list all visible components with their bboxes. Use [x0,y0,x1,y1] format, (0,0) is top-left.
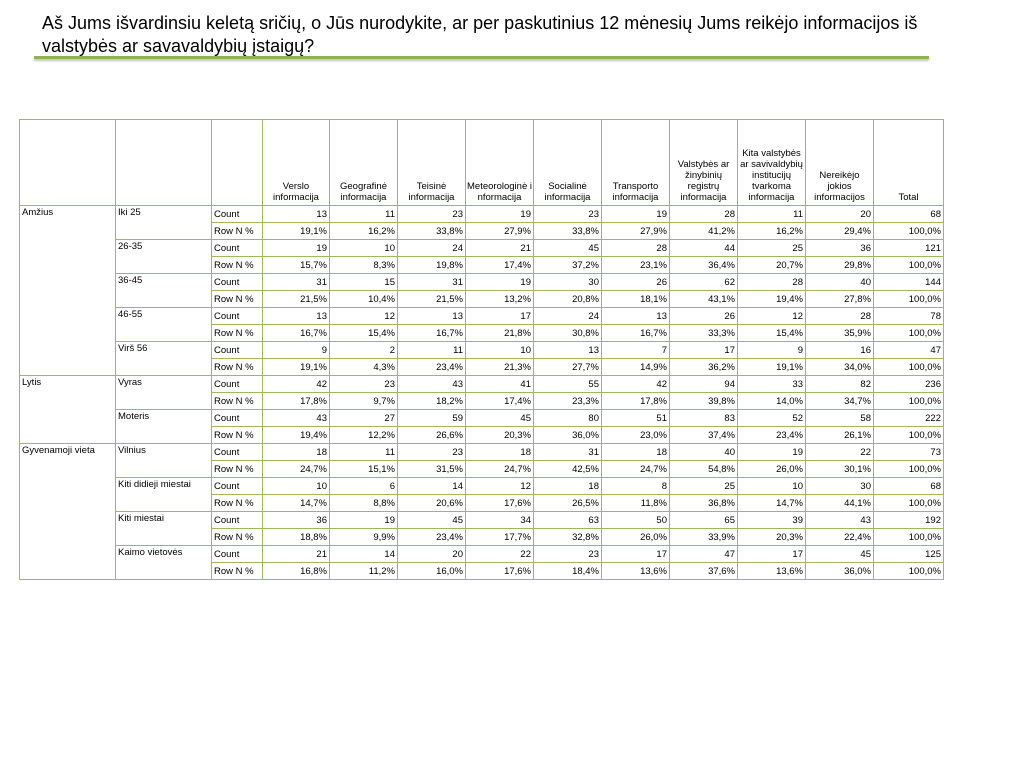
table-row [20,274,944,291]
stat-label: Row N % [212,563,263,580]
table-cell: 16,7% [263,325,330,342]
table-cell: 100,0% [874,257,944,274]
table-cell: 17,6% [466,563,534,580]
table-cell: 23 [398,206,466,223]
table-cell: 44,1% [806,495,874,512]
table-cell: 78 [874,308,944,325]
table-cell: 63 [534,512,602,529]
table-cell: 27,7% [534,359,602,376]
table-cell: 23,4% [398,359,466,376]
header-row [20,120,944,206]
stat-label: Count [212,274,263,291]
table-cell: 37,6% [670,563,738,580]
column-header: Geografinė informacija [330,120,398,206]
table-cell: 15,7% [263,257,330,274]
table-cell: 11 [738,206,806,223]
table-cell: 30 [806,478,874,495]
table-cell: 19 [330,512,398,529]
table-cell: 29,8% [806,257,874,274]
table-cell: 14,7% [263,495,330,512]
table-cell: 20,3% [466,427,534,444]
column-header: Verslo informacija [263,120,330,206]
table-cell: 34,7% [806,393,874,410]
table-cell: 23,1% [602,257,670,274]
table-cell: 16,7% [398,325,466,342]
table-cell: 2 [330,342,398,359]
table-cell: 28 [602,240,670,257]
table-cell: 83 [670,410,738,427]
table-cell: 13 [263,206,330,223]
table-cell: 17,4% [466,393,534,410]
table-cell: 11 [398,342,466,359]
table-cell: 18 [466,444,534,461]
table-cell: 33,3% [670,325,738,342]
table-cell: 16,2% [738,223,806,240]
table-cell: 15,4% [330,325,398,342]
column-header: Total [874,120,944,206]
table-cell: 100,0% [874,291,944,308]
table-cell: 9,7% [330,393,398,410]
table-row [20,410,944,427]
table-cell: 19 [466,274,534,291]
table-cell: 36 [263,512,330,529]
table-cell: 40 [806,274,874,291]
table-cell: 7 [602,342,670,359]
table-cell: 19 [263,240,330,257]
table-cell: 27 [330,410,398,427]
table-cell: 17,8% [602,393,670,410]
table-cell: 33,8% [534,223,602,240]
table-row [20,546,944,563]
table-row [20,444,944,461]
table-cell: 6 [330,478,398,495]
table-cell: 21 [466,240,534,257]
table-cell: 17 [602,546,670,563]
table-cell: 100,0% [874,359,944,376]
table-cell: 24 [534,308,602,325]
table-cell: 10 [263,478,330,495]
table-cell: 17,6% [466,495,534,512]
table-cell: 16,0% [398,563,466,580]
table-cell: 22 [466,546,534,563]
table-cell: 45 [534,240,602,257]
table-cell: 30 [534,274,602,291]
table-cell: 17 [466,308,534,325]
table-cell: 62 [670,274,738,291]
table-cell: 23 [330,376,398,393]
table-cell: 19 [602,206,670,223]
table-cell: 16,8% [263,563,330,580]
table-cell: 73 [874,444,944,461]
table-cell: 47 [670,546,738,563]
table-cell: 31 [263,274,330,291]
table-cell: 36,8% [670,495,738,512]
table-cell: 30,1% [806,461,874,478]
header-blank-subgroup [116,120,212,206]
table-cell: 10 [330,240,398,257]
table-cell: 13 [534,342,602,359]
stat-label: Row N % [212,529,263,546]
table-cell: 43,1% [670,291,738,308]
table-cell: 35,9% [806,325,874,342]
table-cell: 28 [738,274,806,291]
table-cell: 36 [806,240,874,257]
table-cell: 14,9% [602,359,670,376]
table-body [20,206,944,580]
table-cell: 26,0% [602,529,670,546]
table-cell: 82 [806,376,874,393]
table-cell: 100,0% [874,461,944,478]
table-cell: 27,8% [806,291,874,308]
subgroup-label: Kiti didieji miestai [116,478,212,512]
table-cell: 14,0% [738,393,806,410]
table-cell: 26,6% [398,427,466,444]
subgroup-label: 26-35 [116,240,212,274]
page-title: Aš Jums išvardinsiu keletą sričių, o Jūs nurodykite, ar per paskutinius 12 mėnesių Jums reikėjo informacijos iš valstybės ar savavaldybių įstaigų? [42,13,918,56]
table-cell: 121 [874,240,944,257]
table-cell: 18,1% [602,291,670,308]
table-cell: 18,2% [398,393,466,410]
table-cell: 19,4% [263,427,330,444]
table-cell: 16 [806,342,874,359]
table-cell: 68 [874,206,944,223]
stat-label: Row N % [212,257,263,274]
table-cell: 45 [398,512,466,529]
table-cell: 100,0% [874,427,944,444]
table-cell: 44 [670,240,738,257]
table-cell: 18 [263,444,330,461]
subgroup-label: 36-45 [116,274,212,308]
table-cell: 11,2% [330,563,398,580]
table-cell: 17,7% [466,529,534,546]
stat-label: Row N % [212,427,263,444]
table-cell: 18 [602,444,670,461]
table-cell: 236 [874,376,944,393]
table-cell: 34,0% [806,359,874,376]
table-cell: 45 [806,546,874,563]
table-cell: 9 [738,342,806,359]
table-row [20,512,944,529]
table-cell: 8,3% [330,257,398,274]
table-cell: 31 [534,444,602,461]
table-cell: 37,2% [534,257,602,274]
table-cell: 19,8% [398,257,466,274]
stat-label: Count [212,206,263,223]
crosstab-table [19,119,944,580]
stat-label: Row N % [212,291,263,308]
table-cell: 192 [874,512,944,529]
table-cell: 54,8% [670,461,738,478]
table-cell: 19,1% [263,359,330,376]
table-cell: 47 [874,342,944,359]
table-cell: 15,4% [738,325,806,342]
table-cell: 25 [738,240,806,257]
table-cell: 12 [738,308,806,325]
table-cell: 59 [398,410,466,427]
stat-label: Row N % [212,325,263,342]
table-cell: 52 [738,410,806,427]
table-cell: 43 [263,410,330,427]
table-cell: 23,4% [398,529,466,546]
table-row [20,478,944,495]
table-cell: 23,0% [602,427,670,444]
table-cell: 15,1% [330,461,398,478]
table-cell: 65 [670,512,738,529]
table-cell: 20,7% [738,257,806,274]
table-cell: 51 [602,410,670,427]
header-blank-group [20,120,116,206]
group-label: Lytis [20,376,116,444]
table-cell: 43 [806,512,874,529]
table-cell: 24,7% [602,461,670,478]
table-cell: 23 [398,444,466,461]
table-cell: 24,7% [466,461,534,478]
table-cell: 222 [874,410,944,427]
table-cell: 50 [602,512,670,529]
table-cell: 23 [534,206,602,223]
stat-label: Row N % [212,359,263,376]
group-label: Gyvenamoji vieta [20,444,116,580]
table-cell: 27,9% [466,223,534,240]
table-cell: 12 [466,478,534,495]
table-cell: 13,6% [602,563,670,580]
column-header: Meteorologinė informacija [466,120,534,206]
table-cell: 125 [874,546,944,563]
table-cell: 14,7% [738,495,806,512]
subgroup-label: Virš 56 [116,342,212,376]
table-cell: 58 [806,410,874,427]
table-cell: 23 [534,546,602,563]
column-header: Socialinė informacija [534,120,602,206]
table-cell: 100,0% [874,529,944,546]
table-cell: 26,1% [806,427,874,444]
table-cell: 19,1% [738,359,806,376]
table-cell: 21,5% [398,291,466,308]
table-cell: 25 [670,478,738,495]
table-cell: 9,9% [330,529,398,546]
subgroup-label: Moteris [116,410,212,444]
table-row [20,206,944,223]
stat-label: Count [212,478,263,495]
table-cell: 27,9% [602,223,670,240]
stat-label: Row N % [212,393,263,410]
table-cell: 34 [466,512,534,529]
table-cell: 17 [670,342,738,359]
table-cell: 21,3% [466,359,534,376]
table-cell: 39 [738,512,806,529]
table-cell: 9 [263,342,330,359]
stat-label: Count [212,376,263,393]
table-cell: 55 [534,376,602,393]
table-cell: 100,0% [874,563,944,580]
table-cell: 10,4% [330,291,398,308]
table-row [20,240,944,257]
stat-label: Count [212,444,263,461]
table-cell: 21,5% [263,291,330,308]
table-cell: 94 [670,376,738,393]
column-header: Kita valstybės ar savivaldybių institucijų tvarkoma informacija [738,120,806,206]
table-cell: 39,8% [670,393,738,410]
table-cell: 19 [738,444,806,461]
table-cell: 45 [466,410,534,427]
table-cell: 26 [670,308,738,325]
table-cell: 24,7% [263,461,330,478]
table-cell: 41,2% [670,223,738,240]
table-cell: 100,0% [874,223,944,240]
table-cell: 100,0% [874,495,944,512]
table-cell: 21 [263,546,330,563]
table-cell: 13 [263,308,330,325]
table-cell: 23,4% [738,427,806,444]
stat-label: Row N % [212,495,263,512]
table-cell: 13 [398,308,466,325]
table-cell: 26 [602,274,670,291]
table-cell: 33,8% [398,223,466,240]
table-cell: 42 [263,376,330,393]
table-cell: 40 [670,444,738,461]
table-cell: 16,2% [330,223,398,240]
stat-label: Row N % [212,223,263,240]
table-cell: 20 [398,546,466,563]
table-cell: 4,3% [330,359,398,376]
table-cell: 8 [602,478,670,495]
table-cell: 22,4% [806,529,874,546]
stat-label: Count [212,512,263,529]
table-row [20,308,944,325]
header-blank-stat [212,120,263,206]
table-cell: 20,3% [738,529,806,546]
table-cell: 13,6% [738,563,806,580]
table-cell: 26,5% [534,495,602,512]
table-row [20,342,944,359]
table-cell: 41 [466,376,534,393]
table-cell: 36,0% [806,563,874,580]
table-cell: 28 [806,308,874,325]
table-cell: 17 [738,546,806,563]
table-cell: 17,4% [466,257,534,274]
table-cell: 37,4% [670,427,738,444]
table-cell: 30,8% [534,325,602,342]
stat-label: Row N % [212,461,263,478]
table-cell: 19,4% [738,291,806,308]
table-cell: 100,0% [874,393,944,410]
table-cell: 19,1% [263,223,330,240]
table-cell: 11 [330,206,398,223]
table-cell: 144 [874,274,944,291]
table-cell: 13,2% [466,291,534,308]
table-cell: 32,8% [534,529,602,546]
subgroup-label: Iki 25 [116,206,212,240]
subgroup-label: Vyras [116,376,212,410]
subgroup-label: Vilnius [116,444,212,478]
table-cell: 17,8% [263,393,330,410]
column-header: Nereikėjo jokios informacijos [806,120,874,206]
table-cell: 36,0% [534,427,602,444]
table-cell: 42 [602,376,670,393]
table-cell: 21,8% [466,325,534,342]
table-cell: 36,2% [670,359,738,376]
table-cell: 43 [398,376,466,393]
table-cell: 19 [466,206,534,223]
table-cell: 28 [670,206,738,223]
table-cell: 80 [534,410,602,427]
subgroup-label: 46-55 [116,308,212,342]
table-cell: 18,8% [263,529,330,546]
table-cell: 12,2% [330,427,398,444]
table-cell: 18 [534,478,602,495]
table-cell: 12 [330,308,398,325]
column-header: Valstybės ar žinybinių registrų informacija [670,120,738,206]
column-header: Transporto informacija [602,120,670,206]
stat-label: Count [212,342,263,359]
table-cell: 100,0% [874,325,944,342]
table-cell: 31,5% [398,461,466,478]
stat-label: Count [212,308,263,325]
table-cell: 18,4% [534,563,602,580]
table-cell: 10 [466,342,534,359]
table-row [20,376,944,393]
title-divider [34,56,929,59]
table-cell: 29,4% [806,223,874,240]
stat-label: Count [212,546,263,563]
table-cell: 31 [398,274,466,291]
stat-label: Count [212,410,263,427]
table-cell: 10 [738,478,806,495]
subgroup-label: Kiti miestai [116,512,212,546]
table-cell: 20 [806,206,874,223]
group-label: Amžius [20,206,116,376]
column-header: Teisinė informacija [398,120,466,206]
table-cell: 68 [874,478,944,495]
table-cell: 33 [738,376,806,393]
table-cell: 14 [330,546,398,563]
stat-label: Count [212,240,263,257]
table-cell: 22 [806,444,874,461]
table-cell: 36,4% [670,257,738,274]
table-cell: 8,8% [330,495,398,512]
table-cell: 15 [330,274,398,291]
table-cell: 20,8% [534,291,602,308]
table-cell: 42,5% [534,461,602,478]
table-cell: 11,8% [602,495,670,512]
table-cell: 23,3% [534,393,602,410]
table-cell: 33,9% [670,529,738,546]
subgroup-label: Kaimo vietovės [116,546,212,580]
table-cell: 16,7% [602,325,670,342]
table-cell: 13 [602,308,670,325]
table-cell: 24 [398,240,466,257]
table-cell: 26,0% [738,461,806,478]
table-cell: 11 [330,444,398,461]
table-cell: 20,6% [398,495,466,512]
table-cell: 14 [398,478,466,495]
